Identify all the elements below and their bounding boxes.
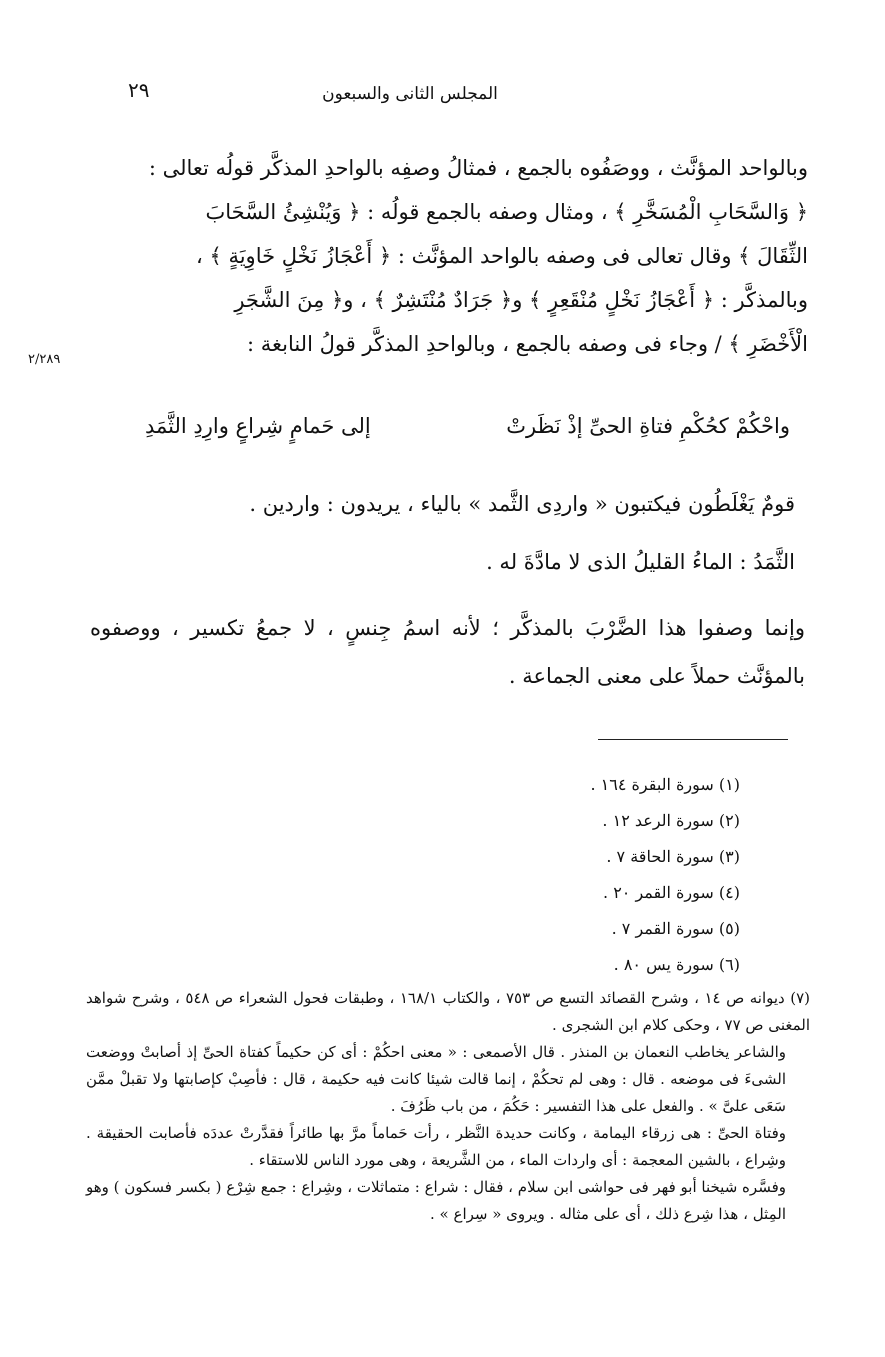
text-line: ﴿ وَالسَّحَابِ الْمُسَخَّرِ ﴾ ، ومثال وصفه بالجمع قولُه : ﴿ وَيُنْشِئُ السَّحَابَ [205,200,808,224]
paragraph-commentary: قومٌ يَغْلَطُون فيكتبون « واردِى الثَّمد » بالياء ، يريدون : واردين . [249,492,795,516]
footnote-item: (٣) سورة الحاقة ٧ . [606,847,740,866]
page-number: ٢٩ [128,78,150,102]
running-title: المجلس الثانى والسبعون [322,84,498,104]
footnote-item: (٢) سورة الرعد ١٢ . [602,811,740,830]
footnote-paragraph: (٧) ديوانه ص ١٤ ، وشرح القصائد التسع ص ٧٥٣ ، والكتاب ١٦٨/١ ، وطبقات فحول الشعراء ص ٥٤٨ ، وشرح شواهد المغنى ص ٧٧ ، وحكى كلام ابن الشجرى . [86,989,811,1034]
footnote-paragraph: وفسَّره شيخنا أبو فهر فى حواشى ابن سلام ، فقال : شراع : متماثلات ، وشِراع : جمع شِرْع ( بكسر فسكون ) وهو المِثل ، هذا شِرع ذلك ، أى على مثاله . ويروى « سِراع » . [86,1178,786,1223]
paragraph-explanation: وإنما وصفوا هذا الضَّرْبَ بالمذكَّر ؛ لأنه اسمُ جِنسٍ ، لا جمعُ تكسير ، ووصفوه بالمؤنَّث حملاً على معنى الجماعة . [90,616,805,688]
text-line: وبالواحد المؤنَّث ، ووصَفُوه بالجمع ، فمثالُ وصفِه بالواحدِ المذكَّر قولُه تعالى : [148,156,808,180]
footnote-item: (١) سورة البقرة ١٦٤ . [590,775,740,794]
footnote-separator [598,739,788,740]
margin-reference: ٢/٢٨٩ [28,352,61,367]
footnote-paragraph: والشاعر يخاطب النعمان بن المنذر . قال الأصمعى : « معنى احكُمْ : أى كن حكيماً كفتاة الحىِّ إذ أصابتْ ووضعت الشىءَ فى موضعه . قال : وهى لم تحكُمْ ، إنما قالت شيئا كانت فيه حكيمة ، قال : فأصِبْ كإصابتها ولا تقبلْ ممَّن سَعَى علىَّ » . والفعل على هذا التفسير : حَكُمَ ، من باب ظَرُفَ . [86,1043,786,1115]
verse-hemistich-second: إلى حَمامٍ شِراعٍ وارِدِ الثَّمَدِ [145,414,371,438]
poetry-verse [145,414,790,458]
verse-hemistich-first: واحْكُمْ كحُكْمِ فتاةِ الحىِّ إذْ نَظَرتْ [506,414,790,438]
text-line: وبالمذكَّر : ﴿ أَعْجَازُ نَخْلٍ مُنْقَعِرٍ ﴾ و﴿ جَرَادٌ مُنْتَشِرٌ ﴾ ، و﴿ مِنَ الشَّجَرِ [234,288,808,312]
paragraph-definition: الثَّمَدُ : الماءُ القليلُ الذى لا مادَّةَ له . [486,550,795,574]
footnote-paragraph: وفتاة الحىِّ : هى زرقاء اليمامة ، وكانت حديدة النَّظر ، رأت حَماماً مرَّ بها طائراً فقدَّرتْ عددَه فأصابت الحقيقة . وشِراع ، بالشين المعجمة : أى واردات الماء ، من الشَّريعة ، وهى مورد الناس للاستقاء . [86,1124,786,1169]
text-line: الْأَخْضَرِ ﴾ / وجاء فى وصفه بالجمع ، وبالواحدِ المذكَّر قولُ النابغة : [246,332,808,356]
main-text-block [96,146,808,366]
footnote-item: (٤) سورة القمر ٢٠ . [603,883,740,902]
footnote-item: (٥) سورة القمر ٧ . [611,919,740,938]
footnote-list [560,770,740,986]
footnote-item: (٦) سورة يس ٨٠ . [613,955,740,974]
footnote-seven [86,985,810,1228]
text-line: الثِّقَالَ ﴾ وقال تعالى فى وصفه بالواحد المؤنَّث : ﴿ أَعْجَازُ نَخْلٍ خَاوِيَةٍ ﴾ ، [196,244,808,268]
